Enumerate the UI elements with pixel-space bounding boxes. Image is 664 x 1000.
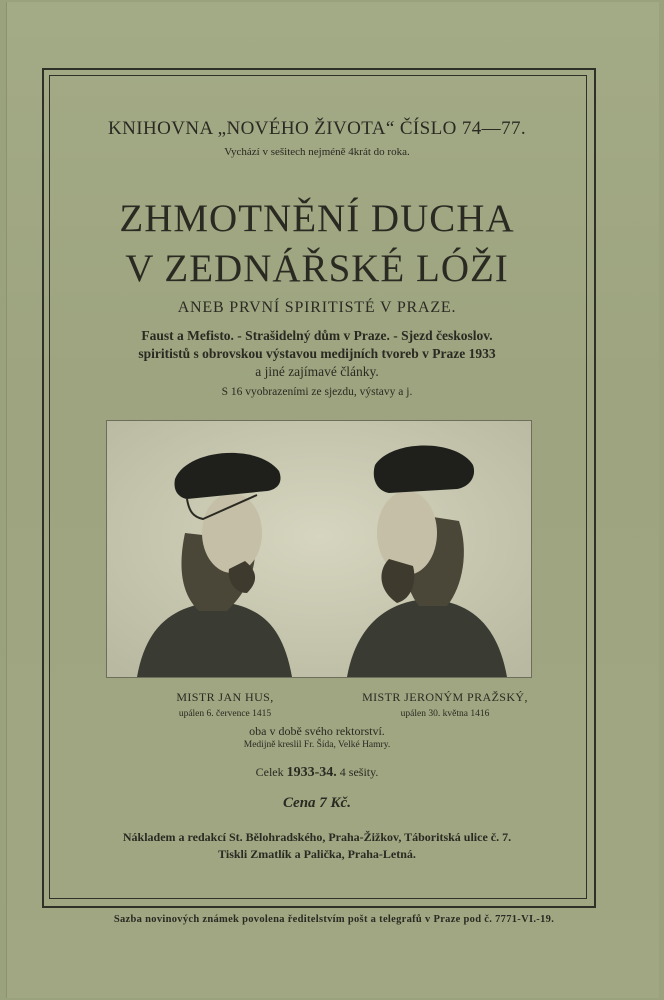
postal-footer: Sazba novinových známek povolena ředitelstvím pošt a telegrafů v Praze pod č. 7771-VI.-19. — [113, 914, 555, 925]
caption-hus-name: MISTR JAN HUS, — [176, 690, 274, 704]
printer-line: Tiskli Zmatlík a Palička, Praha-Letná. — [218, 847, 416, 861]
contents-line-2: spiritistů s obrovskou výstavou medijních tvoreb v Praze 1933 — [138, 346, 496, 361]
price: Cena 7 Kč. — [283, 795, 351, 811]
volume-suffix: 4 sešity. — [339, 765, 379, 779]
volume-prefix: Celek — [255, 765, 284, 779]
caption-jeronym-date: upálen 30. května 1416 — [400, 709, 490, 719]
title-line-1: ZHMOTNĚNÍ DUCHA — [119, 197, 515, 240]
portraits-drawing — [107, 421, 531, 677]
contents-line-3: a jiné zajímavé články. — [255, 364, 379, 379]
illustrations-note: S 16 vyobrazeními ze sjezdu, výstavy a j. — [221, 386, 413, 398]
volume-years: 1933-34. — [286, 765, 337, 780]
volume-info — [49, 765, 585, 781]
publisher-line: Nákladem a redakcí St. Bělohradského, Praha-Žižkov, Táboritská ulice č. 7. — [122, 830, 512, 844]
portrait-illustration — [106, 420, 532, 678]
subtitle: ANEB PRVNÍ SPIRITISTÉ V PRAZE. — [177, 299, 457, 316]
caption-rectorship: oba v době svého rektorství. — [249, 724, 385, 738]
series-heading: KNIHOVNA „NOVÉHO ŽIVOTA“ ČÍSLO 74—77. — [107, 118, 527, 139]
frequency-note: Vychází v sešitech nejméně 4krát do roka. — [224, 146, 410, 158]
caption-medium-credit: Medijně kreslil Fr. Šída, Velké Hamry. — [243, 740, 391, 750]
contents-line-1: Faust a Mefisto. - Strašidelný dům v Praze. - Sjezd českoslov. — [141, 328, 493, 343]
caption-hus — [120, 690, 330, 719]
caption-jeronym — [330, 690, 560, 719]
contents-summary — [49, 327, 585, 381]
caption-hus-date: upálen 6. července 1415 — [178, 709, 272, 719]
caption-jeronym-name: MISTR JERONÝM PRAŽSKÝ, — [362, 690, 528, 704]
title-line-2: V ZEDNÁŘSKÉ LÓŽI — [125, 247, 509, 290]
